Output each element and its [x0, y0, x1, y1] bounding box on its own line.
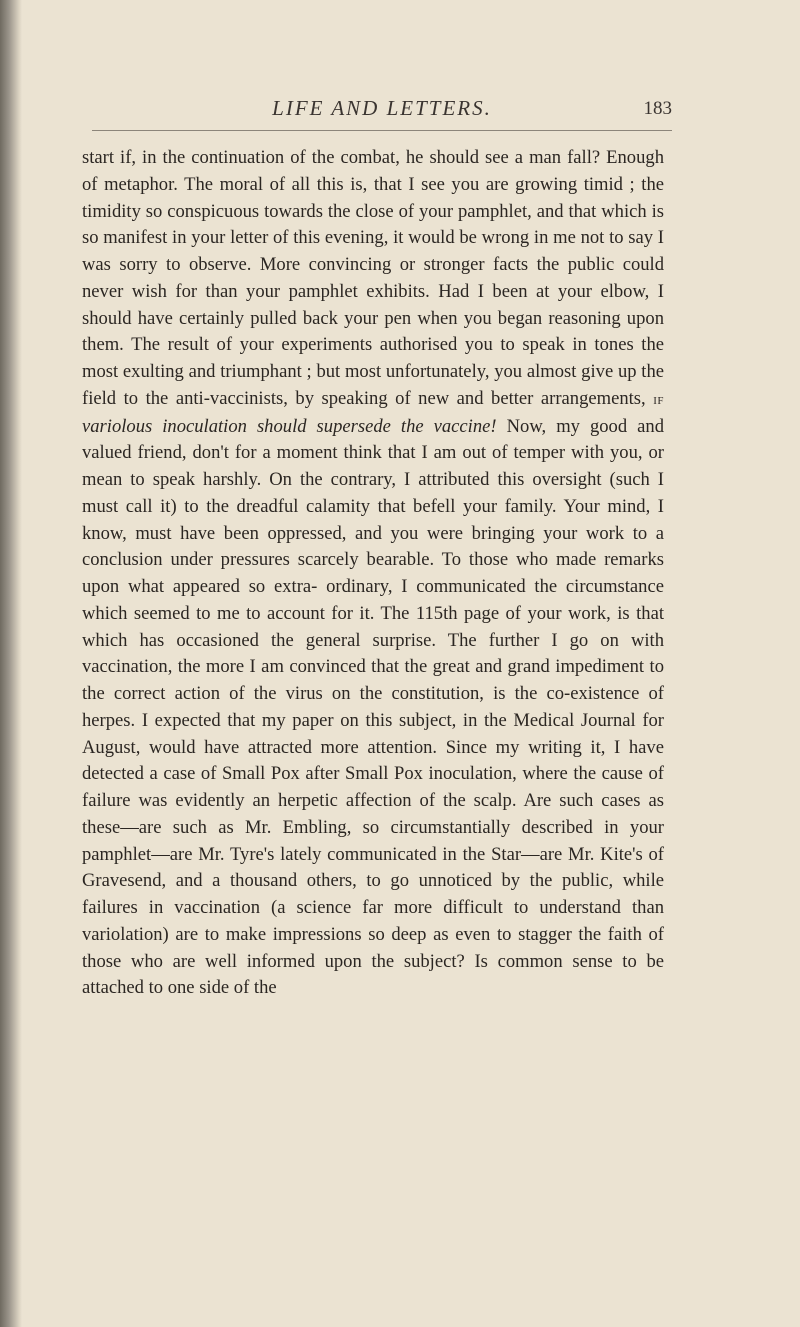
paragraph — [82, 145, 664, 1002]
body-text — [82, 145, 664, 1002]
book-page — [72, 0, 672, 1327]
running-title: LIFE AND LETTERS. — [272, 96, 492, 120]
paragraph-text: start if, in the continuation of the combat, he should see a man fall? Enough of metaphor. The moral of all this is, that I see you are growing timid ; the timidity so conspicuous towards the close of your pamphlet, and that which is so manifest in your letter of this evening, it would be wrong in me not to say I was sorry to observe. More convincing or stronger facts the public could never wish for than your pamphlet exhibits. Had I been at your elbow, I should have certainly pulled back your pen when you began reasoning upon them. The result of your experiments authorised you to speak in tones the most exulting and triumphant ; but most unfortunately, you almost give up the field to the anti-vaccinists, by speaking of new and better arrangements, — [82, 147, 664, 409]
paragraph-text-continued: Now, my good and valued friend, don't for a moment think that I am out of temper with you, or mean to speak harshly. On the contrary, I attributed this oversight (such I must call it) to the dreadful calamity that befell your family. Your mind, I know, must have been oppressed, and you were bringing your work to a conclusion under pressures scarcely bearable. To those who made remarks upon what appeared so extra- ordinary, I communicated the circumstance which seemed to me to account for it. The 115th page of your work, is that which has occasioned the general surprise. The further I go on with vaccination, the more I am convinced that the great and grand impediment to the correct action of the virus on the constitution, is the co-existence of herpes. I expected that my paper on this subject, in the Medical Journal for August, would have attracted more attention. Since my writing it, I have detected a case of Small Pox after Small Pox inoculation, where the cause of failure was evidently an herpetic affection of the scalp. Are such cases as these—are such as Mr. Embling, so circumstantially described in your pamphlet—are Mr. Tyre's lately communicated in the Star—are Mr. Kite's of Gravesend, and a thousand others, to go unnoticed by the public, while failures in vaccination (a science far more difficult to understand than variolation) are to make impressions so deep as even to stagger the faith of those who are well informed upon the subject? Is common sense to be attached to one side of the — [82, 415, 665, 999]
book-binding-shadow — [0, 0, 22, 1327]
page-header — [92, 96, 672, 128]
page-number: 183 — [643, 98, 672, 119]
italic-phrase: variolous inoculation should supersede the vaccine! — [82, 415, 497, 437]
header-rule — [92, 130, 672, 131]
small-caps-if: if — [653, 390, 664, 408]
